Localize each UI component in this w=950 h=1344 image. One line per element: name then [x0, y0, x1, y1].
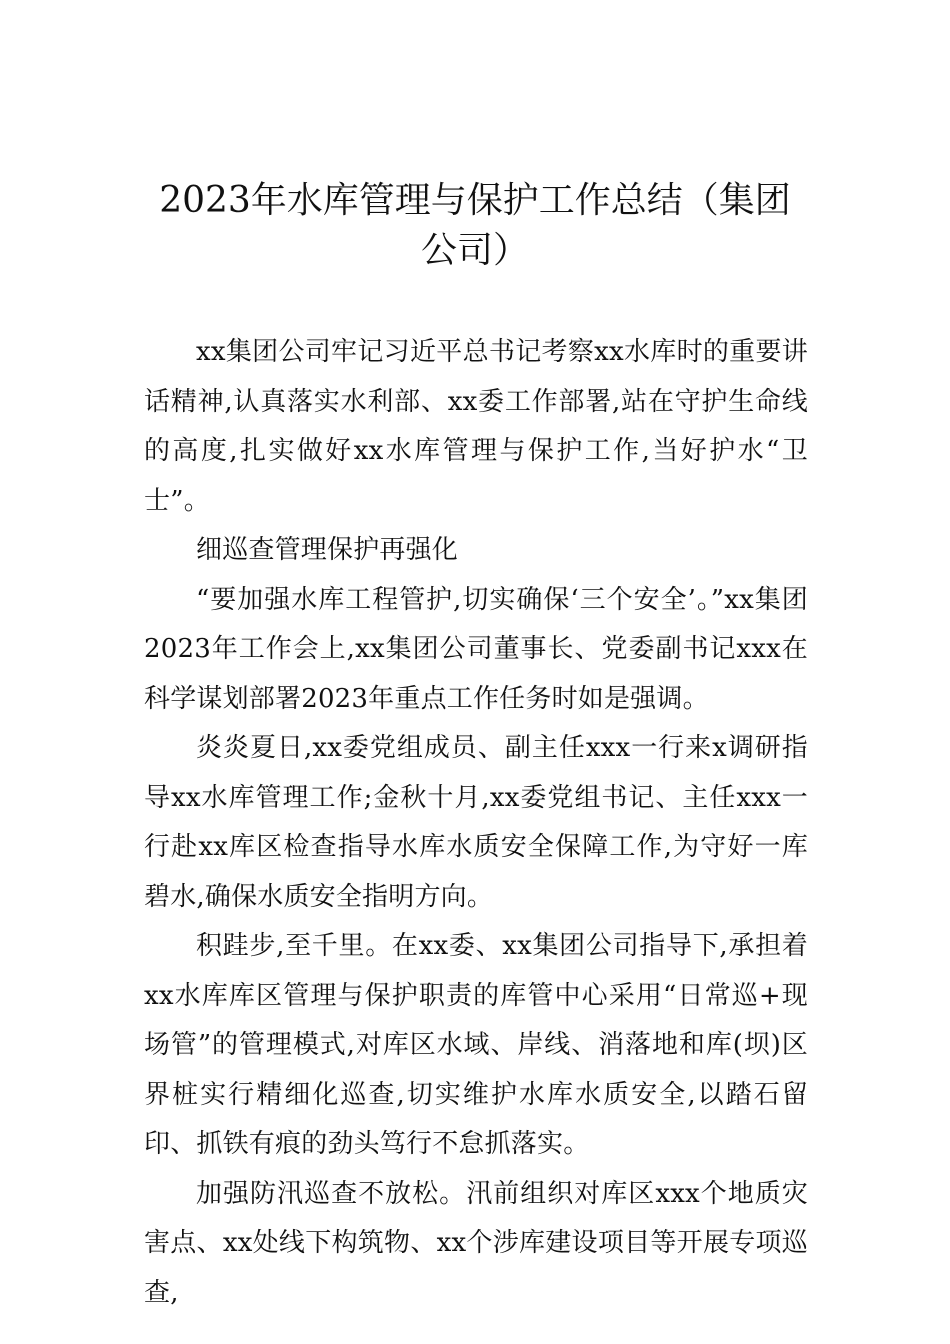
paragraph-quote: “要加强水库工程管护,切实确保‘三个安全’。”xx集团2023年工作会上,xx集团公司董事长、党委副书记xxx在科学谋划部署2023年重点工作任务时如是强调。	[144, 584, 808, 714]
section-heading: 细巡查管理保护再强化	[196, 535, 459, 565]
document-body	[144, 328, 808, 1318]
paragraph-intro: xx集团公司牢记习近平总书记考察xx水库时的重要讲话精神,认真落实水利部、xx委工作部署,站在守护生命线的高度,扎实做好xx水库管理与保护工作,当好护水“卫士”。	[144, 337, 808, 516]
paragraph-management-mode: 积跬步,至千里。在xx委、xx集团公司指导下,承担着xx水库库区管理与保护职责的库管中心采用“日常巡+现场管”的管理模式,对库区水域、岸线、消落地和库(坝)区界桩实行精细化巡查,切实维护水库水质安全,以踏石留印、抓铁有痕的劲头笃行不怠抓落实。	[144, 931, 808, 1159]
paragraph-inspections: 炎炎夏日,xx委党组成员、副主任xxx一行来x调研指导xx水库管理工作;金秋十月,xx委党组书记、主任xxx一行赴xx库区检查指导水库水质安全保障工作,为守好一库碧水,确保水质安全指明方向。	[144, 733, 808, 912]
paragraph-flood-patrol: 加强防汛巡查不放松。汛前组织对库区xxx个地质灾害点、xx处线下构筑物、xx个涉库建设项目等开展专项巡查,	[144, 1178, 808, 1308]
document-title: 2023年水库管理与保护工作总结（集团公司）	[159, 180, 791, 271]
